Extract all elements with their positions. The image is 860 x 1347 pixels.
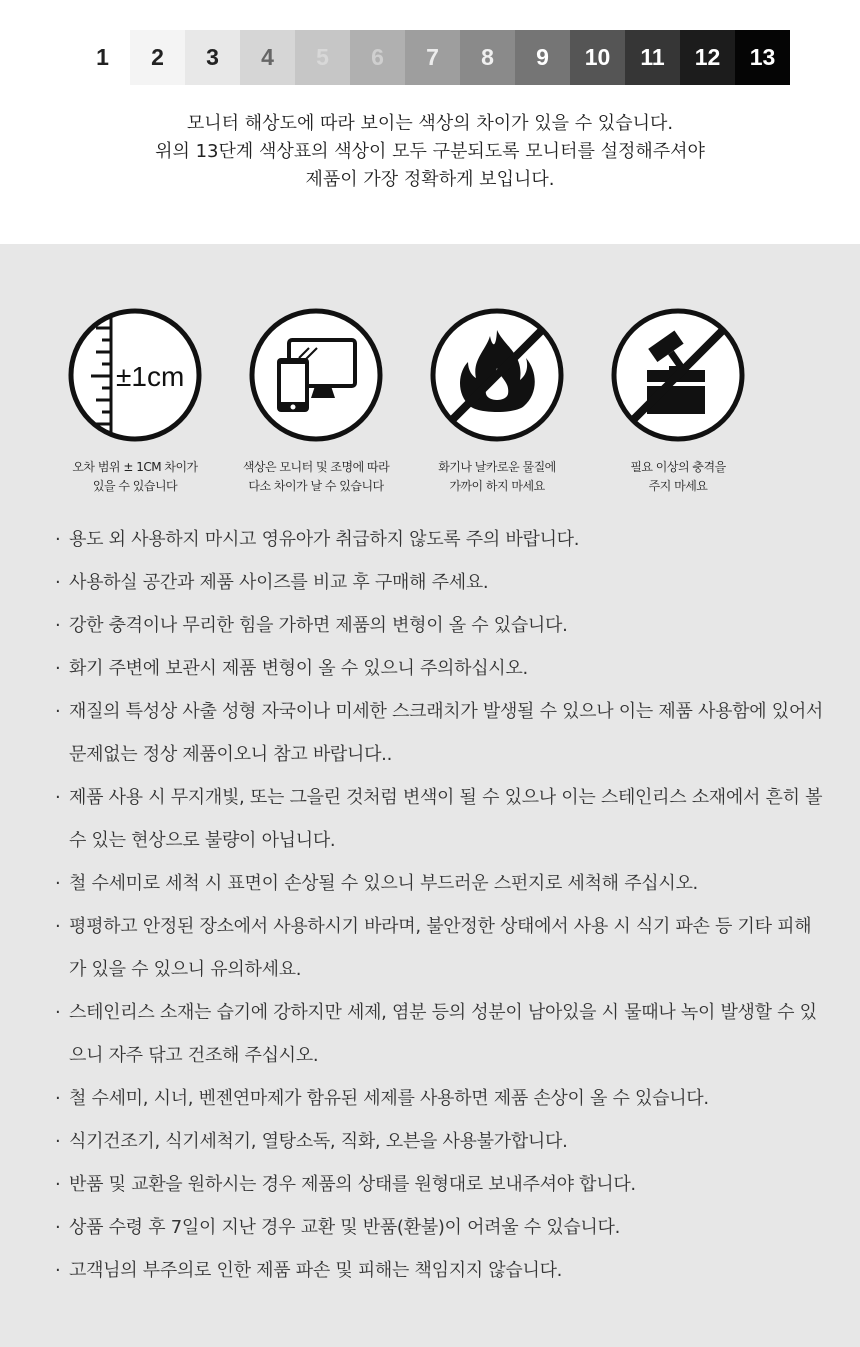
color-swatch-13: 13 [735, 30, 790, 85]
icon-caption-color-variance [236, 458, 396, 496]
color-swatch-10: 10 [570, 30, 625, 85]
monitor-note-line: 위의 13단계 색상표의 색상이 모두 구분되도록 모니터를 설정해주셔야 [155, 141, 705, 162]
caption-line: 다소 차이가 날 수 있습니다 [248, 479, 384, 493]
list-item: · 용도 외 사용하지 마시고 영유아가 취급하지 않도록 주의 바랍니다. [55, 529, 825, 550]
list-item: · 스테인리스 소재는 습기에 강하지만 세제, 염분 등의 성분이 남아있을 시 물때나 녹이 발생할 수 있으니 자주 닦고 건조해 주십시오. [55, 991, 825, 1077]
list-item: · 강한 충격이나 무리한 힘을 가하면 제품의 변형이 올 수 있습니다. [55, 615, 825, 636]
color-swatch-6: 6 [350, 30, 405, 85]
icon-caption-no-impact [598, 458, 758, 496]
list-item: · 평평하고 안정된 장소에서 사용하시기 바라며, 불안정한 상태에서 사용 시 식기 파손 등 기타 피해가 있을 수 있으니 유의하세요. [55, 905, 825, 991]
no-impact-icon [609, 306, 747, 444]
color-swatch-11: 11 [625, 30, 680, 85]
color-swatch-3: 3 [185, 30, 240, 85]
list-item: · 재질의 특성상 사출 성형 자국이나 미세한 스크래치가 발생될 수 있으나 이는 제품 사용함에 있어서 문제없는 정상 제품이오니 참고 바랍니다.. [55, 690, 825, 776]
icon-caption-tolerance [55, 458, 215, 496]
color-swatch-4: 4 [240, 30, 295, 85]
caption-line: 있을 수 있습니다 [92, 479, 178, 493]
color-swatch-5: 5 [295, 30, 350, 85]
no-fire-icon [428, 306, 566, 444]
color-swatch-9: 9 [515, 30, 570, 85]
caption-line: 색상은 모니터 및 조명에 따라 [242, 460, 390, 474]
list-item: · 고객님의 부주의로 인한 제품 파손 및 피해는 책임지지 않습니다. [55, 1260, 825, 1281]
color-chart-section [0, 0, 860, 244]
color-swatch-2: 2 [130, 30, 185, 85]
caution-notice-list [55, 529, 825, 1303]
list-item: · 반품 및 교환을 원하시는 경우 제품의 상태를 원형대로 보내주셔야 합니다. [55, 1174, 825, 1195]
caption-line: 가까이 하지 마세요 [449, 479, 545, 493]
list-item: · 화기 주변에 보관시 제품 변형이 올 수 있으니 주의하십시오. [55, 658, 825, 679]
caption-line: 화기나 날카로운 물질에 [438, 460, 556, 474]
monitor-phone-icon [247, 306, 385, 444]
list-item: · 철 수세미로 세척 시 표면이 손상될 수 있으니 부드러운 스펀지로 세척해 주십시오. [55, 873, 825, 894]
caption-line: 주지 마세요 [648, 479, 708, 493]
monitor-calibration-note [0, 110, 860, 194]
caption-line: 오차 범위 ± 1CM 차이가 [72, 460, 198, 474]
list-item: · 식기건조기, 식기세척기, 열탕소독, 직화, 오븐을 사용불가합니다. [55, 1131, 825, 1152]
monitor-note-line: 모니터 해상도에 따라 보이는 색상의 차이가 있을 수 있습니다. [186, 113, 674, 134]
color-swatch-1: 1 [75, 30, 130, 85]
icon-caption-no-fire [417, 458, 577, 496]
list-item: · 제품 사용 시 무지개빛, 또는 그을린 것처럼 변색이 될 수 있으나 이는 스테인리스 소재에서 흔히 볼 수 있는 현상으로 불량이 아닙니다. [55, 776, 825, 862]
monitor-note-line: 제품이 가장 정확하게 보입니다. [305, 169, 555, 190]
measurement-tolerance-icon [66, 306, 204, 444]
color-swatch-7: 7 [405, 30, 460, 85]
color-swatch-8: 8 [460, 30, 515, 85]
list-item: · 사용하실 공간과 제품 사이즈를 비교 후 구매해 주세요. [55, 572, 825, 593]
tolerance-glyph: ±1cm [116, 361, 185, 392]
color-swatch-12: 12 [680, 30, 735, 85]
list-item: · 철 수세미, 시너, 벤젠연마제가 함유된 세제를 사용하면 제품 손상이 올 수 있습니다. [55, 1088, 825, 1109]
caption-line: 필요 이상의 충격을 [630, 460, 726, 474]
color-swatch-strip [75, 30, 790, 85]
caution-section [0, 244, 860, 1347]
list-item: · 상품 수령 후 7일이 지난 경우 교환 및 반품(환불)이 어려울 수 있습니다. [55, 1217, 825, 1238]
